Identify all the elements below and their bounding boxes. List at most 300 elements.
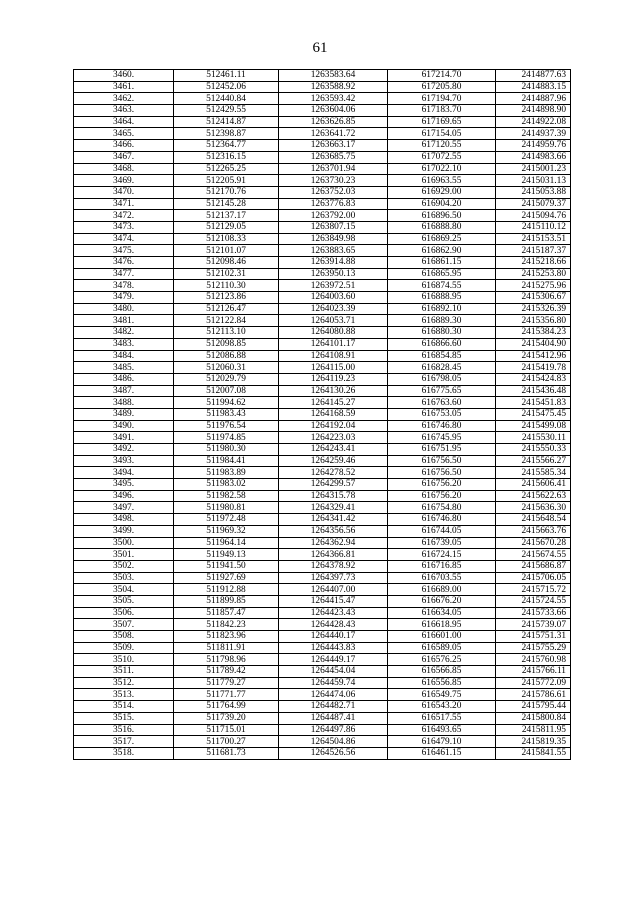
coordinate-cell: 512029.79 (174, 373, 279, 385)
coordinate-cell: 2415670.28 (496, 537, 571, 549)
coordinate-cell: 616744.05 (388, 525, 496, 537)
table-row (74, 502, 571, 514)
coordinate-cell: 1264454.04 (279, 666, 388, 678)
point-number-cell: 3505. (74, 595, 174, 607)
coordinate-cell: 2415110.12 (496, 221, 571, 233)
coordinate-cell: 512398.87 (174, 128, 279, 140)
coordinate-cell: 2415715.72 (496, 584, 571, 596)
point-number-cell: 3491. (74, 432, 174, 444)
coordinate-cell: 1263883.65 (279, 245, 388, 257)
coordinate-cell: 512316.15 (174, 151, 279, 163)
coordinate-cell: 2415275.96 (496, 280, 571, 292)
coordinate-cell: 1264459.74 (279, 677, 388, 689)
coordinate-cell: 2414937.39 (496, 128, 571, 140)
coordinate-cell: 512126.47 (174, 303, 279, 315)
coordinate-cell: 616634.05 (388, 607, 496, 619)
coordinate-cell: 1264378.92 (279, 560, 388, 572)
coordinate-cell: 2415356.80 (496, 315, 571, 327)
coordinate-cell: 2415253.80 (496, 268, 571, 280)
coordinate-cell: 616753.05 (388, 408, 496, 420)
point-number-cell: 3488. (74, 397, 174, 409)
coordinate-cell: 616517.55 (388, 712, 496, 724)
coordinate-cell: 512265.25 (174, 163, 279, 175)
table-row (74, 198, 571, 210)
coordinate-cell: 616756.50 (388, 455, 496, 467)
coordinate-cell: 1264108.91 (279, 350, 388, 362)
coordinate-cell: 1264449.17 (279, 654, 388, 666)
coordinate-cell: 1264356.56 (279, 525, 388, 537)
coordinate-cell: 1264329.41 (279, 502, 388, 514)
coordinate-cell: 2415636.30 (496, 502, 571, 514)
table-row (74, 257, 571, 269)
point-number-cell: 3463. (74, 105, 174, 117)
point-number-cell: 3510. (74, 654, 174, 666)
coordinate-cell: 616888.80 (388, 221, 496, 233)
coordinate-cell: 1264504.86 (279, 736, 388, 748)
coordinate-cell: 1264366.81 (279, 549, 388, 561)
coordinate-cell: 1263641.72 (279, 128, 388, 140)
coordinate-cell: 2415766.11 (496, 666, 571, 678)
table-row (74, 712, 571, 724)
coordinate-cell: 616756.50 (388, 467, 496, 479)
coordinate-cell: 1263776.83 (279, 198, 388, 210)
coordinate-cell: 616763.60 (388, 397, 496, 409)
coordinate-cell: 2415412.96 (496, 350, 571, 362)
coordinate-cell: 617120.55 (388, 140, 496, 152)
coordinate-cell: 512101.07 (174, 245, 279, 257)
table-row (74, 619, 571, 631)
coordinate-cell: 1263588.92 (279, 81, 388, 93)
point-number-cell: 3493. (74, 455, 174, 467)
coordinate-cell: 2414898.90 (496, 105, 571, 117)
table-row (74, 93, 571, 105)
coordinate-cell: 511771.77 (174, 689, 279, 701)
coordinate-cell: 1264497.86 (279, 724, 388, 736)
table-row (74, 666, 571, 678)
coordinate-cell: 2415772.09 (496, 677, 571, 689)
coordinate-cell: 511976.54 (174, 420, 279, 432)
coordinate-cell: 511739.20 (174, 712, 279, 724)
coordinate-cell: 616461.15 (388, 747, 496, 759)
coordinate-cell: 2415751.31 (496, 631, 571, 643)
point-number-cell: 3508. (74, 631, 174, 643)
coordinate-cell: 1263950.13 (279, 268, 388, 280)
coordinate-cell: 1264259.46 (279, 455, 388, 467)
coordinate-cell: 2415674.55 (496, 549, 571, 561)
point-number-cell: 3489. (74, 408, 174, 420)
coordinate-cell: 1264428.43 (279, 619, 388, 631)
coordinate-cell: 512102.31 (174, 268, 279, 280)
coordinate-cell: 512429.55 (174, 105, 279, 117)
coordinate-cell: 617205.80 (388, 81, 496, 93)
table-row (74, 455, 571, 467)
coordinate-cell: 2415031.13 (496, 175, 571, 187)
table-row (74, 467, 571, 479)
coordinate-cell: 1263849.98 (279, 233, 388, 245)
coordinate-cell: 616746.80 (388, 514, 496, 526)
coordinate-cell: 2415001.23 (496, 163, 571, 175)
coordinate-cell: 2415326.39 (496, 303, 571, 315)
coordinate-cell: 1263626.85 (279, 116, 388, 128)
table-row (74, 654, 571, 666)
coordinate-cell: 511811.91 (174, 642, 279, 654)
coordinate-cell: 617183.70 (388, 105, 496, 117)
coordinate-cell: 512108.33 (174, 233, 279, 245)
table-row (74, 432, 571, 444)
coordinate-cell: 511700.27 (174, 736, 279, 748)
coordinate-cell: 1264487.41 (279, 712, 388, 724)
table-row (74, 560, 571, 572)
coordinate-cell: 512007.08 (174, 385, 279, 397)
coordinate-cell: 512098.85 (174, 338, 279, 350)
table-row (74, 338, 571, 350)
table-row (74, 408, 571, 420)
coordinate-cell: 2414959.76 (496, 140, 571, 152)
coordinate-cell: 617072.55 (388, 151, 496, 163)
point-number-cell: 3513. (74, 689, 174, 701)
coordinate-cell: 1263914.88 (279, 257, 388, 269)
coordinate-cell: 1264443.83 (279, 642, 388, 654)
coordinate-cell: 511980.81 (174, 502, 279, 514)
coordinate-cell: 1263663.17 (279, 140, 388, 152)
coordinate-cell: 2415404.90 (496, 338, 571, 350)
coordinate-cell: 511941.50 (174, 560, 279, 572)
coordinate-cell: 616745.95 (388, 432, 496, 444)
table-row (74, 514, 571, 526)
coordinate-cell: 511949.13 (174, 549, 279, 561)
point-number-cell: 3469. (74, 175, 174, 187)
table-row (74, 233, 571, 245)
coordinate-cell: 511715.01 (174, 724, 279, 736)
coordinate-cell: 616854.85 (388, 350, 496, 362)
point-number-cell: 3496. (74, 490, 174, 502)
coordinate-cell: 1263685.75 (279, 151, 388, 163)
coordinate-cell: 2415739.07 (496, 619, 571, 631)
table-row (74, 479, 571, 491)
table-row (74, 584, 571, 596)
coordinate-cell: 511789.42 (174, 666, 279, 678)
coordinate-cell: 512452.06 (174, 81, 279, 93)
coordinate-cell: 1264278.52 (279, 467, 388, 479)
coordinate-cell: 512086.88 (174, 350, 279, 362)
coordinate-cell: 1264145.27 (279, 397, 388, 409)
coordinate-cell: 1263701.94 (279, 163, 388, 175)
table-row (74, 245, 571, 257)
coordinate-cell: 616716.85 (388, 560, 496, 572)
coordinate-cell: 511899.85 (174, 595, 279, 607)
table-row (74, 175, 571, 187)
coordinate-cell: 616862.90 (388, 245, 496, 257)
coordinate-cell: 616892.10 (388, 303, 496, 315)
coordinate-cell: 1264101.17 (279, 338, 388, 350)
coordinate-cell: 616798.05 (388, 373, 496, 385)
point-number-cell: 3486. (74, 373, 174, 385)
coordinate-cell: 1264192.04 (279, 420, 388, 432)
point-number-cell: 3518. (74, 747, 174, 759)
table-row (74, 525, 571, 537)
point-number-cell: 3506. (74, 607, 174, 619)
coordinate-cell: 2415451.83 (496, 397, 571, 409)
point-number-cell: 3483. (74, 338, 174, 350)
point-number-cell: 3490. (74, 420, 174, 432)
coordinate-cell: 2415187.37 (496, 245, 571, 257)
point-number-cell: 3477. (74, 268, 174, 280)
coordinate-cell: 2414883.15 (496, 81, 571, 93)
coordinate-cell: 511798.96 (174, 654, 279, 666)
coordinate-cell: 1263972.51 (279, 280, 388, 292)
coordinate-cell: 617154.05 (388, 128, 496, 140)
coordinate-cell: 617022.10 (388, 163, 496, 175)
coordinate-cell: 511912.88 (174, 584, 279, 596)
point-number-cell: 3484. (74, 350, 174, 362)
table-row (74, 607, 571, 619)
coordinate-cell: 512137.17 (174, 210, 279, 222)
coordinate-cell: 616904.20 (388, 198, 496, 210)
coordinate-cell: 616756.20 (388, 479, 496, 491)
coordinate-cell: 616865.95 (388, 268, 496, 280)
coordinate-cell: 616493.65 (388, 724, 496, 736)
coordinate-cell: 2415648.54 (496, 514, 571, 526)
table-row (74, 736, 571, 748)
table-row (74, 210, 571, 222)
point-number-cell: 3501. (74, 549, 174, 561)
coordinate-cell: 1264080.88 (279, 327, 388, 339)
coordinate-cell: 616618.95 (388, 619, 496, 631)
coordinate-cell: 616963.55 (388, 175, 496, 187)
coordinate-cell: 511994.62 (174, 397, 279, 409)
coordinates-table-body (74, 70, 571, 760)
table-row (74, 444, 571, 456)
coordinate-cell: 1264362.94 (279, 537, 388, 549)
table-row (74, 689, 571, 701)
table-row (74, 724, 571, 736)
coordinate-cell: 1264003.60 (279, 292, 388, 304)
point-number-cell: 3481. (74, 315, 174, 327)
coordinate-cell: 2414877.63 (496, 70, 571, 82)
coordinate-cell: 511980.30 (174, 444, 279, 456)
coordinate-cell: 511681.73 (174, 747, 279, 759)
coordinate-cell: 616880.30 (388, 327, 496, 339)
coordinate-cell: 2415606.41 (496, 479, 571, 491)
point-number-cell: 3462. (74, 93, 174, 105)
table-row (74, 327, 571, 339)
coordinate-cell: 616676.20 (388, 595, 496, 607)
point-number-cell: 3465. (74, 128, 174, 140)
coordinate-cell: 511984.41 (174, 455, 279, 467)
coordinate-cell: 511927.69 (174, 572, 279, 584)
coordinate-cell: 511982.58 (174, 490, 279, 502)
point-number-cell: 3474. (74, 233, 174, 245)
coordinate-cell: 2415786.61 (496, 689, 571, 701)
coordinate-cell: 1264023.39 (279, 303, 388, 315)
point-number-cell: 3495. (74, 479, 174, 491)
coordinate-cell: 616751.95 (388, 444, 496, 456)
point-number-cell: 3471. (74, 198, 174, 210)
table-row (74, 70, 571, 82)
coordinate-cell: 2415079.37 (496, 198, 571, 210)
table-row (74, 128, 571, 140)
coordinate-cell: 1264243.41 (279, 444, 388, 456)
coordinate-cell: 2415499.08 (496, 420, 571, 432)
coordinate-cell: 511969.32 (174, 525, 279, 537)
coordinate-cell: 512129.05 (174, 221, 279, 233)
point-number-cell: 3498. (74, 514, 174, 526)
coordinate-cell: 617169.65 (388, 116, 496, 128)
coordinate-cell: 2415760.98 (496, 654, 571, 666)
coordinate-cell: 2415706.05 (496, 572, 571, 584)
coordinate-cell: 511974.85 (174, 432, 279, 444)
point-number-cell: 3485. (74, 362, 174, 374)
coordinate-cell: 617194.70 (388, 93, 496, 105)
coordinate-cell: 511857.47 (174, 607, 279, 619)
coordinate-cell: 616754.80 (388, 502, 496, 514)
table-row (74, 595, 571, 607)
coordinate-cell: 616739.05 (388, 537, 496, 549)
coordinate-cell: 2414887.96 (496, 93, 571, 105)
point-number-cell: 3472. (74, 210, 174, 222)
coordinate-cell: 2415419.78 (496, 362, 571, 374)
coordinate-cell: 511823.96 (174, 631, 279, 643)
coordinate-cell: 616889.30 (388, 315, 496, 327)
coordinate-cell: 616601.00 (388, 631, 496, 643)
table-row (74, 292, 571, 304)
table-row (74, 268, 571, 280)
coordinate-cell: 616556.85 (388, 677, 496, 689)
coordinate-cell: 511779.27 (174, 677, 279, 689)
coordinate-cell: 1264474.06 (279, 689, 388, 701)
coordinate-cell: 616896.50 (388, 210, 496, 222)
point-number-cell: 3470. (74, 186, 174, 198)
coordinate-cell: 2415755.29 (496, 642, 571, 654)
point-number-cell: 3476. (74, 257, 174, 269)
coordinate-cell: 512123.86 (174, 292, 279, 304)
coordinate-cell: 1264168.59 (279, 408, 388, 420)
coordinate-cell: 2415733.66 (496, 607, 571, 619)
point-number-cell: 3487. (74, 385, 174, 397)
coordinate-cell: 511983.89 (174, 467, 279, 479)
table-row (74, 140, 571, 152)
coordinate-cell: 1263730.23 (279, 175, 388, 187)
coordinate-cell: 1264315.78 (279, 490, 388, 502)
table-row (74, 373, 571, 385)
coordinate-cell: 511983.02 (174, 479, 279, 491)
coordinate-cell: 1264440.17 (279, 631, 388, 643)
coordinate-cell: 2415306.67 (496, 292, 571, 304)
coordinate-cell: 2415795.44 (496, 701, 571, 713)
table-row (74, 186, 571, 198)
point-number-cell: 3468. (74, 163, 174, 175)
coordinate-cell: 616566.85 (388, 666, 496, 678)
point-number-cell: 3517. (74, 736, 174, 748)
table-row (74, 677, 571, 689)
coordinate-cell: 2414922.08 (496, 116, 571, 128)
coordinate-cell: 2415094.76 (496, 210, 571, 222)
coordinate-cell: 511764.99 (174, 701, 279, 713)
table-row (74, 397, 571, 409)
point-number-cell: 3507. (74, 619, 174, 631)
point-number-cell: 3492. (74, 444, 174, 456)
coordinate-cell: 512170.76 (174, 186, 279, 198)
coordinate-cell: 512098.46 (174, 257, 279, 269)
point-number-cell: 3460. (74, 70, 174, 82)
coordinate-cell: 512110.30 (174, 280, 279, 292)
coordinate-cell: 1263752.03 (279, 186, 388, 198)
coordinate-cell: 511842.23 (174, 619, 279, 631)
table-row (74, 537, 571, 549)
point-number-cell: 3500. (74, 537, 174, 549)
table-row (74, 385, 571, 397)
point-number-cell: 3464. (74, 116, 174, 128)
table-row (74, 350, 571, 362)
coordinate-cell: 1264397.73 (279, 572, 388, 584)
point-number-cell: 3515. (74, 712, 174, 724)
coordinate-cell: 2415424.83 (496, 373, 571, 385)
table-row (74, 163, 571, 175)
coordinate-cell: 512364.77 (174, 140, 279, 152)
point-number-cell: 3478. (74, 280, 174, 292)
point-number-cell: 3514. (74, 701, 174, 713)
coordinate-cell: 1264415.47 (279, 595, 388, 607)
coordinate-cell: 2415384.23 (496, 327, 571, 339)
coordinate-cell: 2415819.35 (496, 736, 571, 748)
point-number-cell: 3482. (74, 327, 174, 339)
coordinate-cell: 2415811.95 (496, 724, 571, 736)
coordinate-cell: 617214.70 (388, 70, 496, 82)
coordinate-cell: 2415530.11 (496, 432, 571, 444)
coordinate-cell: 616756.20 (388, 490, 496, 502)
point-number-cell: 3475. (74, 245, 174, 257)
coordinate-cell: 616549.75 (388, 689, 496, 701)
point-number-cell: 3480. (74, 303, 174, 315)
coordinate-cell: 2415218.66 (496, 257, 571, 269)
coordinate-cell: 1264482.71 (279, 701, 388, 713)
coordinate-cell: 1264053.71 (279, 315, 388, 327)
coordinate-cell: 616543.20 (388, 701, 496, 713)
coordinate-cell: 1264423.43 (279, 607, 388, 619)
coordinate-cell: 2415475.45 (496, 408, 571, 420)
table-row (74, 490, 571, 502)
coordinate-cell: 2415841.55 (496, 747, 571, 759)
coordinate-cell: 616703.55 (388, 572, 496, 584)
coordinate-cell: 2415585.34 (496, 467, 571, 479)
coordinate-cell: 616479.10 (388, 736, 496, 748)
coordinate-cell: 512145.28 (174, 198, 279, 210)
table-row (74, 315, 571, 327)
coordinate-cell: 616888.95 (388, 292, 496, 304)
point-number-cell: 3509. (74, 642, 174, 654)
coordinate-cell: 616866.60 (388, 338, 496, 350)
coordinate-cell: 512060.31 (174, 362, 279, 374)
coordinate-cell: 1263807.15 (279, 221, 388, 233)
coordinate-cell: 1264115.00 (279, 362, 388, 374)
point-number-cell: 3503. (74, 572, 174, 584)
coordinate-cell: 616861.15 (388, 257, 496, 269)
coordinate-cell: 512414.87 (174, 116, 279, 128)
point-number-cell: 3504. (74, 584, 174, 596)
table-row (74, 362, 571, 374)
table-row (74, 642, 571, 654)
coordinate-cell: 1263604.06 (279, 105, 388, 117)
coordinate-cell: 512205.91 (174, 175, 279, 187)
coordinate-cell: 2414983.66 (496, 151, 571, 163)
coordinate-cell: 512113.10 (174, 327, 279, 339)
point-number-cell: 3512. (74, 677, 174, 689)
point-number-cell: 3461. (74, 81, 174, 93)
table-row (74, 701, 571, 713)
table-row (74, 105, 571, 117)
page-number: 61 (312, 40, 328, 56)
table-row (74, 549, 571, 561)
